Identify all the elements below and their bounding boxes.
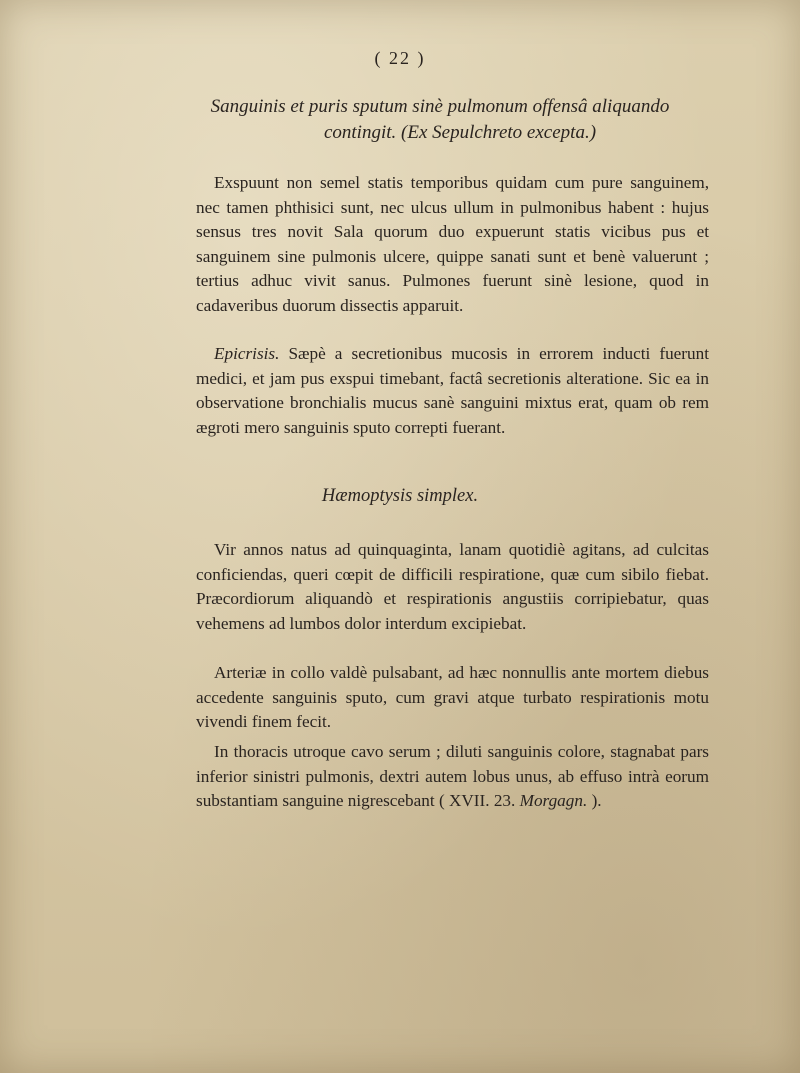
page-number: ( 22 ) <box>374 48 426 68</box>
paragraph-1: Exspuunt non semel statis temporibus quidam cum pure sanguinem, nec tamen phthisici sunt, nec ulcus ullum in pulmonibus habent : hujus sensus tres novit Sala quorum duo expuerunt statis vicibus pus et sanguinem sine pulmonis ulcere, quippe sanati sunt et benè valuerunt ; tertius adhuc vivit sanus. Pulmones fuerunt sinè lesione, quod in cadaveribus duorum dissectis apparuit. <box>196 173 709 315</box>
paragraph-epicrisis <box>196 342 709 440</box>
thoracis-text: In thoracis utroque cavo serum ; diluti sanguinis colore, stagnabat pars inferior sinistri pulmonis, dextri autem lobus unus, ab effuso intrà eorum substantiam sanguine nigrescebant ( XVII. 23. <box>196 742 709 810</box>
paragraph-case: Vir annos natus ad quinquaginta, lanam quotidiè agitans, ad culcitas conficiendas, queri cœpit de difficili respiratione, quæ cum sibilo fiebat. Præcordiorum aliquandò et respirationis angustiis corripiebatur, quas vehemens ad lumbos dolor interdum excipiebat. <box>196 540 709 633</box>
heading-line-1: Sanguinis et puris sputum sinè pulmonum offensâ aliquando <box>210 96 670 117</box>
heading-line-2: contingit. (Ex Sepulchreto excepta.) <box>323 122 597 143</box>
subheading: Hæmoptysis simplex. <box>321 486 479 506</box>
morgagni-reference: Morgagn. <box>519 791 588 810</box>
epicrisis-label: Epicrisis. <box>214 344 280 363</box>
section-heading <box>150 94 730 146</box>
thoracis-end: ). <box>587 791 602 810</box>
paragraph-arteriae: Arteriæ in collo valdè pulsabant, ad hæc nonnullis ante mortem diebus accedente sanguinis sputo, cum gravi atque turbato respirationis motu vivendi finem fecit. <box>196 663 709 731</box>
paragraph-thoracis <box>196 740 709 814</box>
epicrisis-text: Sæpè a secretionibus mucosis in errorem inducti fuerunt medici, et jam pus exspui timebant, factâ secretionis alteratione. Sic ea in observatione bronchialis mucus sanè sanguini mixtus erat, quam ob rem ægroti mero sanguinis sputo correpti fuerant. <box>196 344 709 437</box>
